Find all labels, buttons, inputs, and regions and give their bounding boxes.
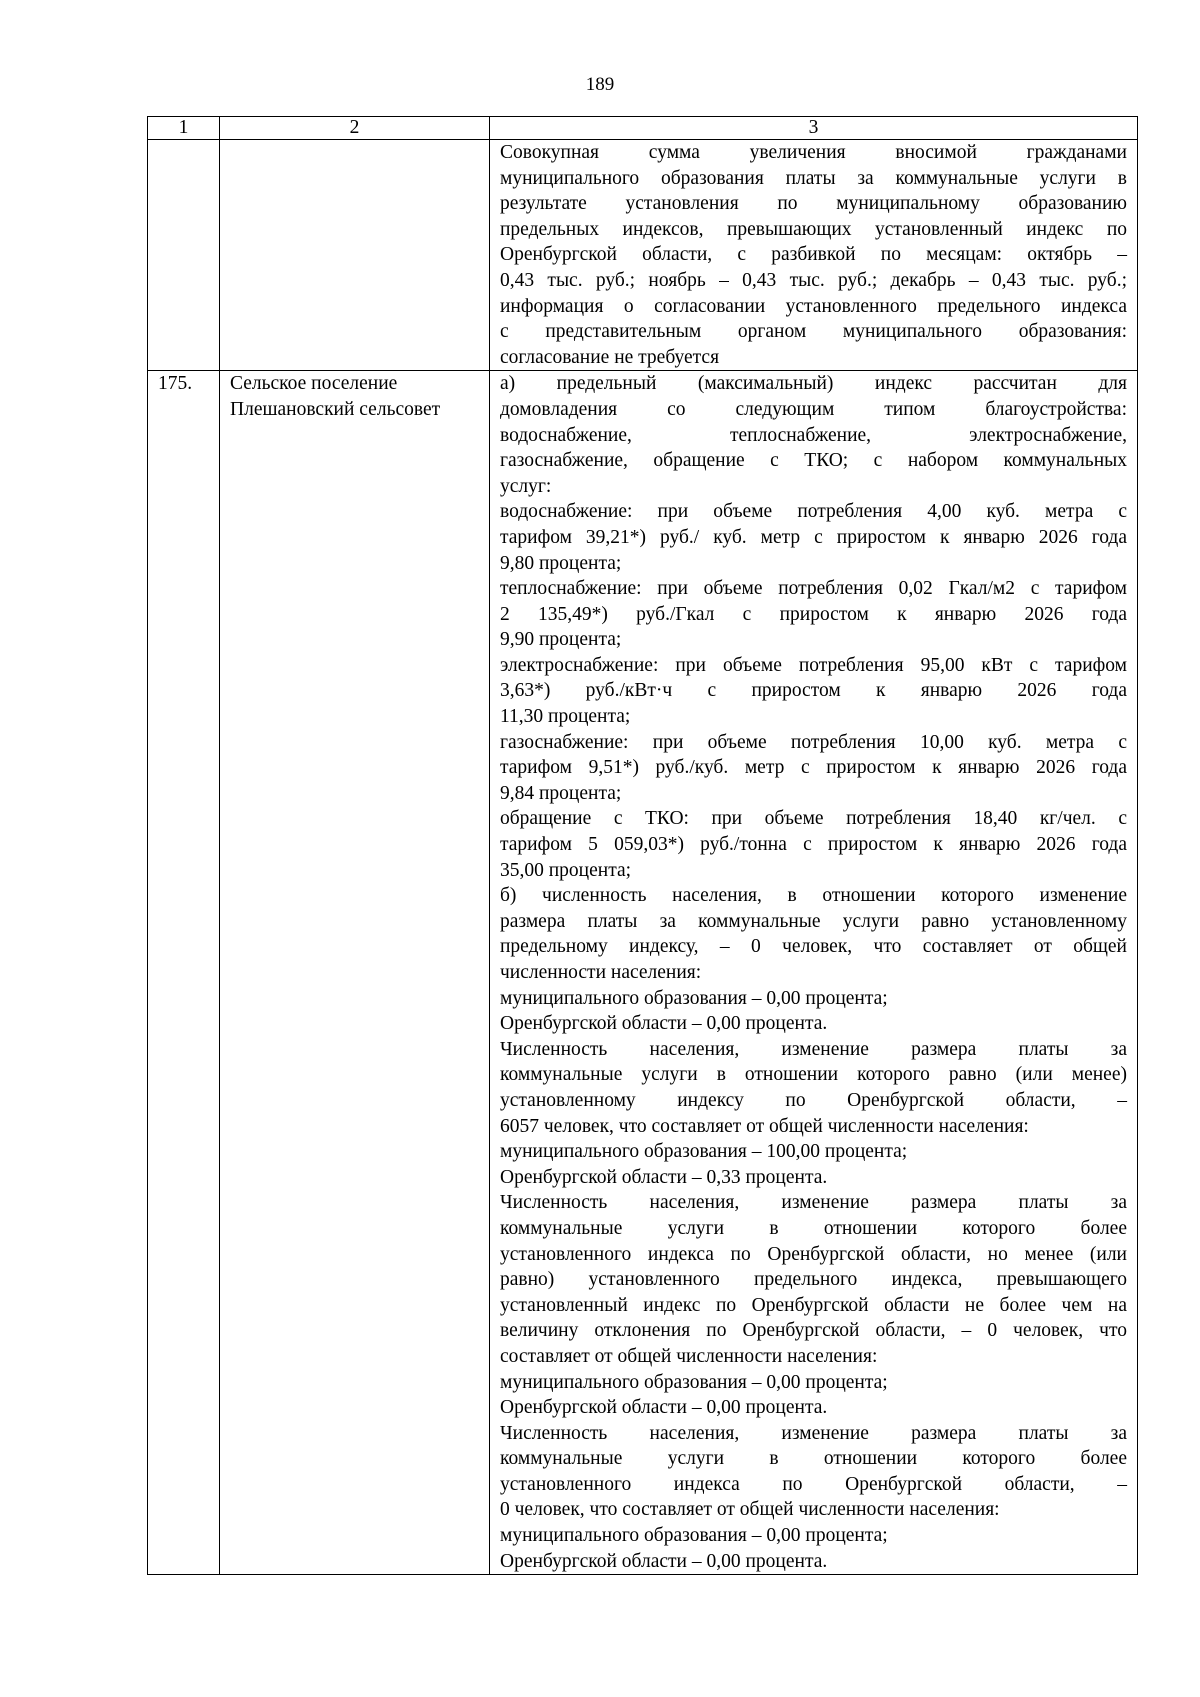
text-line: водоснабжение: при объеме потребления 4,00 куб. метра с [500, 501, 1127, 523]
text-line: 6057 человек, что составляет от общей численности населения: [500, 1115, 1029, 1137]
text-line: газоснабжение: при объеме потребления 10,00 куб. метра с [500, 731, 1127, 753]
text-line: коммунальные услуги в отношении которого более [500, 1448, 1127, 1470]
text-line: тарифом 39,21*) руб./ куб. метр с приростом к январю 2026 года [500, 526, 1127, 548]
table-row-continuation [148, 140, 1138, 371]
text-line: б) численность населения, в отношении которого изменение [500, 885, 1127, 907]
text-line: составляет от общей численности населения: [500, 1345, 878, 1367]
continuation-name-cell [220, 140, 490, 371]
text-line: водоснабжение, теплоснабжение, электроснабжение, [500, 424, 1127, 446]
text-line: Оренбургской области, с разбивкой по месяцам: октябрь – [500, 244, 1127, 266]
text-line: Оренбургской области – 0,33 процента. [500, 1166, 828, 1188]
text-line: 11,30 процента; [500, 706, 631, 728]
table-row-entry-175 [148, 371, 1138, 1575]
text-line: результате установления по муниципальному образованию [500, 193, 1127, 215]
text-line: установленный индекс по Оренбургской области не более чем на [500, 1294, 1127, 1316]
text-line: установленного индекса по Оренбургской области, – [500, 1473, 1127, 1495]
text-line: предельных индексов, превышающих установленный индекс по [500, 218, 1127, 240]
text-line: муниципального образования – 100,00 процента; [500, 1141, 908, 1163]
text-line: 9,90 процента; [500, 629, 622, 651]
text-line: установленного индекса по Оренбургской области, но менее (или [500, 1243, 1127, 1265]
text-line: Численность населения, изменение размера платы за [500, 1038, 1127, 1060]
text-line: газоснабжение, обращение с ТКО; с набором коммунальных [500, 450, 1127, 472]
column-header-1: 1 [148, 117, 220, 140]
text-line: коммунальные услуги в отношении которого более [500, 1217, 1127, 1239]
table-header-row [148, 117, 1138, 140]
text-line: информация о согласовании установленного предельного индекса [500, 295, 1127, 317]
text-line: 0,43 тыс. руб.; ноябрь – 0,43 тыс. руб.; декабрь – 0,43 тыс. руб.; [500, 269, 1127, 291]
text-line: электроснабжение: при объеме потребления 95,00 кВт с тарифом [500, 654, 1127, 676]
text-line: домовладения со следующим типом благоустройства: [500, 398, 1127, 420]
text-line: 35,00 процента; [500, 859, 632, 881]
text-line: муниципального образования – 0,00 процента; [500, 1525, 888, 1547]
text-line: величину отклонения по Оренбургской области, – 0 человек, что [500, 1320, 1127, 1342]
column-header-2: 2 [220, 117, 490, 140]
entry-text-cell [490, 371, 1138, 1575]
text-line: а) предельный (максимальный) индекс рассчитан для [500, 373, 1127, 395]
text-line: установленному индексу по Оренбургской области, – [500, 1089, 1127, 1111]
entry-number: 175. [148, 371, 220, 1575]
text-line: Совокупная сумма увеличения вносимой гражданами [500, 142, 1127, 163]
column-header-3: 3 [490, 117, 1138, 140]
text-line: Оренбургской области – 0,00 процента. [500, 1550, 828, 1572]
text-line: 0 человек, что составляет от общей численности населения: [500, 1499, 1000, 1521]
text-line: теплоснабжение: при объеме потребления 0,02 Гкал/м2 с тарифом [500, 578, 1127, 600]
text-line: тарифом 9,51*) руб./куб. метр с приростом к январю 2026 года [500, 757, 1127, 779]
text-line: услуг: [500, 475, 552, 497]
entry-name-line: Плешановский сельсовет [230, 398, 441, 420]
continuation-number-cell [148, 140, 220, 371]
text-line: 2 135,49*) руб./Гкал с приростом к январю 2026 года [500, 603, 1127, 625]
text-line: предельному индексу, – 0 человек, что составляет от общей [500, 936, 1127, 958]
text-line: коммунальные услуги в отношении которого равно (или менее) [500, 1064, 1127, 1086]
text-line: муниципального образования – 0,00 процента; [500, 987, 888, 1009]
entry-name-cell [220, 371, 490, 1575]
text-line: муниципального образования – 0,00 процента; [500, 1371, 888, 1393]
page-number: 189 [585, 74, 615, 95]
document-table [147, 116, 1138, 1575]
text-line: 9,80 процента; [500, 552, 622, 574]
text-line: Численность населения, изменение размера платы за [500, 1192, 1127, 1214]
text-line: численности населения: [500, 962, 702, 983]
text-line: Оренбургской области – 0,00 процента. [500, 1397, 828, 1419]
text-line: согласование не требуется [500, 346, 720, 368]
entry-name-line: Сельское поселение [230, 373, 398, 395]
text-line: размера платы за коммунальные услуги равно установленному [500, 910, 1127, 932]
text-line: тарифом 5 059,03*) руб./тонна с приростом к январю 2026 года [500, 834, 1127, 856]
text-line: обращение с ТКО: при объеме потребления 18,40 кг/чел. с [500, 808, 1127, 830]
text-line: Оренбургской области – 0,00 процента. [500, 1013, 828, 1035]
text-line: равно) установленного предельного индекса, превышающего [500, 1269, 1127, 1291]
continuation-text-cell [490, 140, 1138, 371]
text-line: муниципального образования платы за коммунальные услуги в [500, 167, 1127, 189]
text-line: с представительным органом муниципального образования: [500, 321, 1127, 343]
text-line: Численность населения, изменение размера платы за [500, 1422, 1127, 1444]
text-line: 9,84 процента; [500, 782, 622, 804]
text-line: 3,63*) руб./кВт·ч с приростом к январю 2026 года [500, 680, 1127, 702]
